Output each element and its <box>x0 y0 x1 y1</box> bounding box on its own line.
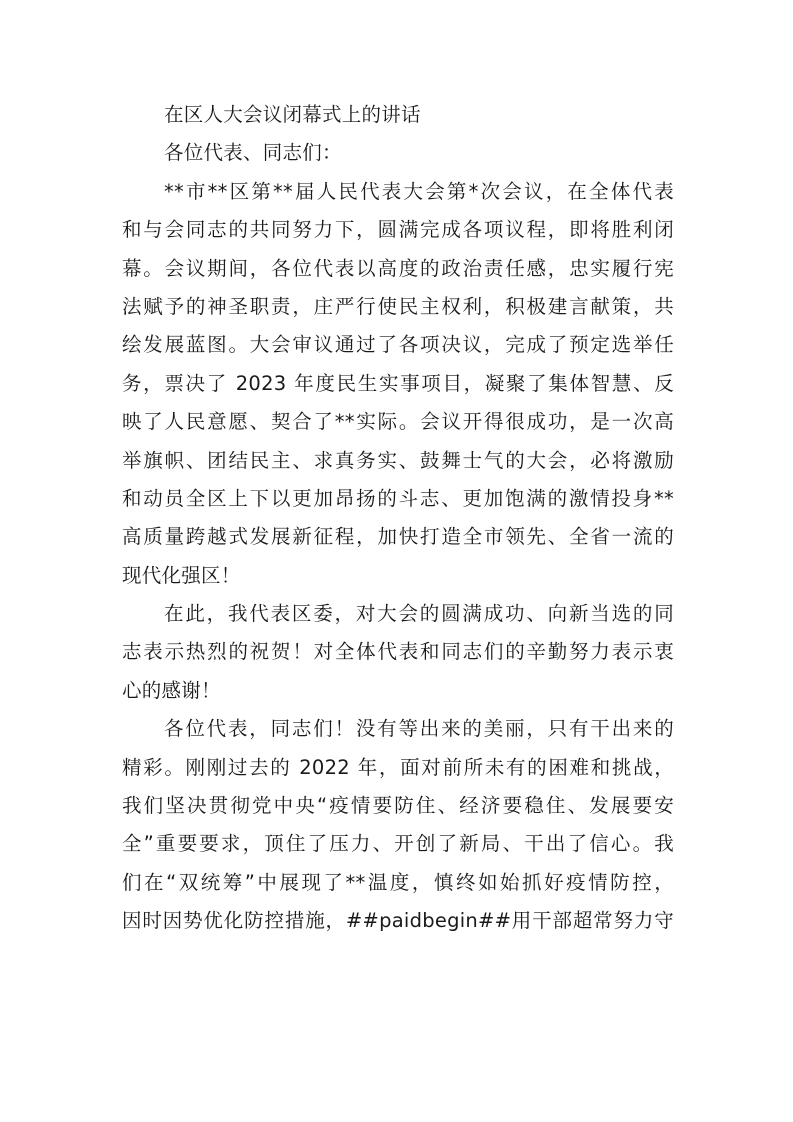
paragraph-line: 们在“双统筹”中展现了**温度，慎终如始抓好疫情防控， <box>122 870 674 894</box>
paragraph-line: 法赋予的神圣职责，庄严行使民主权利，积极建言献策，共 <box>122 294 674 318</box>
paragraph-line: 志表示热烈的祝贺！对全体代表和同志们的辛勤努力表示衷 <box>122 640 674 664</box>
paragraph-line: 因时因势优化防控措施，##paidbegin##用干部超常努力守 <box>122 909 674 933</box>
paragraph-line: 和动员全区上下以更加昂扬的斗志、更加饱满的激情投身** <box>122 486 674 510</box>
paragraph-line: 幕。会议期间，各位代表以高度的政治责任感，忠实履行宪 <box>122 256 674 280</box>
paragraph-line: 精彩。刚刚过去的 2022 年，面对前所未有的困难和挑战， <box>122 755 674 779</box>
paragraph-2 <box>122 595 674 710</box>
paragraph-line: 举旗帜、团结民主、求真务实、鼓舞士气的大会，必将激励 <box>122 448 674 472</box>
paragraph-1 <box>122 173 674 595</box>
document-title: 在区人大会议闭幕式上的讲话 <box>164 103 421 126</box>
document-body <box>122 96 674 941</box>
paragraph-line: 现代化强区！ <box>122 563 241 587</box>
paragraph-line: 我们坚决贯彻党中央“疫情要防住、经济要稳住、发展要安 <box>122 794 674 818</box>
paragraph-line: 绘发展蓝图。大会审议通过了各项决议，完成了预定选举任 <box>122 333 674 357</box>
paragraph-line: 全”重要要求，顶住了压力、开创了新局、干出了信心。我 <box>122 832 674 856</box>
paragraph-line: 在此，我代表区委，对大会的圆满成功、向新当选的同 <box>164 602 674 626</box>
paragraph-line: 各位代表，同志们！没有等出来的美丽，只有干出来的 <box>164 717 674 741</box>
paragraph-3 <box>122 710 674 940</box>
paragraph-line: 和与会同志的共同努力下，圆满完成各项议程，即将胜利闭 <box>122 218 674 242</box>
paragraph-line: **市**区第**届人民代表大会第*次会议，在全体代表 <box>164 179 674 203</box>
paragraph-line: 高质量跨越式发展新征程，加快打造全市领先、全省一流的 <box>122 525 674 549</box>
paragraph-line: 映了人民意愿、契合了**实际。会议开得很成功，是一次高 <box>122 410 674 434</box>
salutation: 各位代表、同志们： <box>164 141 342 165</box>
paragraph-line: 心的感谢！ <box>122 678 221 702</box>
paragraph-line: 务，票决了 2023 年度民生实事项目，凝聚了集体智慧、反 <box>122 371 674 395</box>
